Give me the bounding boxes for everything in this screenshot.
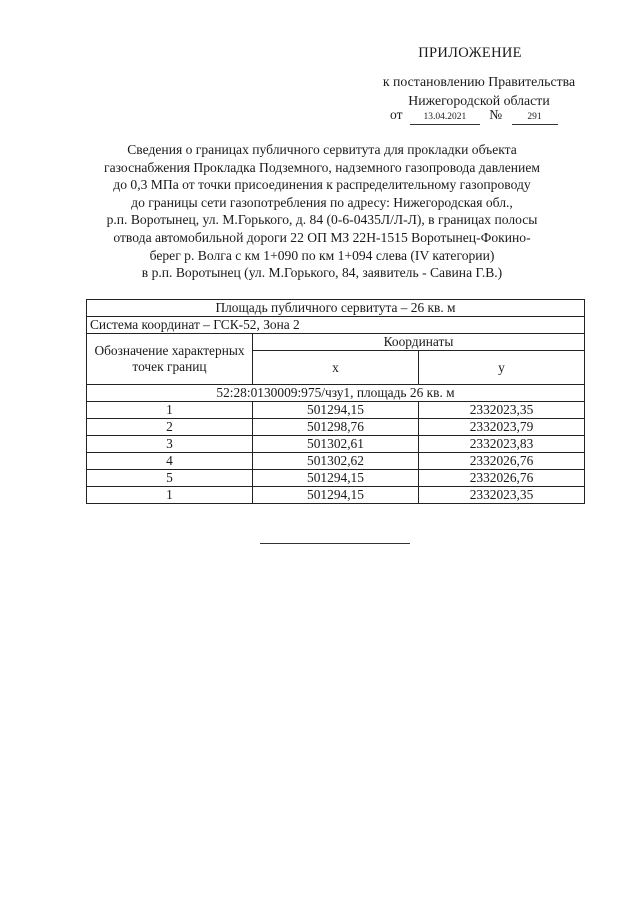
coordinate-system-row: Система координат – ГСК-52, Зона 2 <box>87 317 585 334</box>
resolution-number: 291 <box>512 111 558 125</box>
point-cell: 3 <box>87 436 253 453</box>
x-cell: 501298,76 <box>253 419 419 436</box>
table-row <box>87 436 585 453</box>
heading-line: до границы сети газопотребления по адресу: Нижегородская обл., <box>131 194 513 210</box>
heading-line: р.п. Воротынец, ул. М.Горького, д. 84 (0-6-0435Л/Л-Л), в границах полосы <box>106 212 538 228</box>
y-cell: 2332023,83 <box>419 436 585 453</box>
x-cell: 501294,15 <box>253 487 419 504</box>
document-heading <box>80 141 564 282</box>
y-cell: 2332023,79 <box>419 419 585 436</box>
appendix-reference <box>348 72 610 110</box>
heading-line: Сведения о границах публичного сервитута для прокладки объекта <box>127 142 517 157</box>
point-cell: 1 <box>87 402 253 419</box>
parcel-row: 52:28:0130009:975/чзу1, площадь 26 кв. м <box>87 385 585 402</box>
x-cell: 501294,15 <box>253 470 419 487</box>
y-cell: 2332023,35 <box>419 487 585 504</box>
table-row <box>87 487 585 504</box>
table-row <box>87 453 585 470</box>
area-row: Площадь публичного сервитута – 26 кв. м <box>87 300 585 317</box>
heading-line: берег р. Волга с км 1+090 по км 1+094 слева (IV категории) <box>149 247 495 263</box>
coordinates-table <box>86 299 585 504</box>
point-cell: 2 <box>87 419 253 436</box>
table-row <box>87 470 585 487</box>
point-cell: 5 <box>87 470 253 487</box>
appendix-date-line <box>390 107 570 125</box>
coordinates-header: Координаты <box>253 334 585 351</box>
y-cell: 2332026,76 <box>419 470 585 487</box>
y-cell: 2332023,35 <box>419 402 585 419</box>
appendix-line-region: Нижегородской области <box>408 93 550 108</box>
point-cell: 1 <box>87 487 253 504</box>
x-cell: 501294,15 <box>253 402 419 419</box>
number-label: № <box>489 107 503 122</box>
from-label: от <box>390 107 403 122</box>
appendix-line-resolution: к постановлению Правительства <box>382 74 576 89</box>
heading-line: отвода автомобильной дороги 22 ОП МЗ 22Н-1515 Воротынец-Фокино- <box>113 229 531 245</box>
appendix-title: ПРИЛОЖЕНИЕ <box>418 45 522 61</box>
x-cell: 501302,62 <box>253 453 419 470</box>
x-column-header: x <box>253 351 419 385</box>
point-column-header: Обозначение характерных точек границ <box>87 334 253 385</box>
y-cell: 2332026,76 <box>419 453 585 470</box>
x-cell: 501302,61 <box>253 436 419 453</box>
heading-line: до 0,3 МПа от точки присоединения к распределительному газопроводу <box>113 177 531 193</box>
table-row <box>87 419 585 436</box>
resolution-date: 13.04.2021 <box>410 111 480 125</box>
end-divider <box>260 543 410 544</box>
y-column-header: y <box>419 351 585 385</box>
table-row <box>87 402 585 419</box>
heading-line: в р.п. Воротынец (ул. М.Горького, 84, заявитель - Савина Г.В.) <box>141 265 503 281</box>
point-cell: 4 <box>87 453 253 470</box>
heading-line: газоснабжения Прокладка Подземного, надземного газопровода давлением <box>104 159 540 175</box>
